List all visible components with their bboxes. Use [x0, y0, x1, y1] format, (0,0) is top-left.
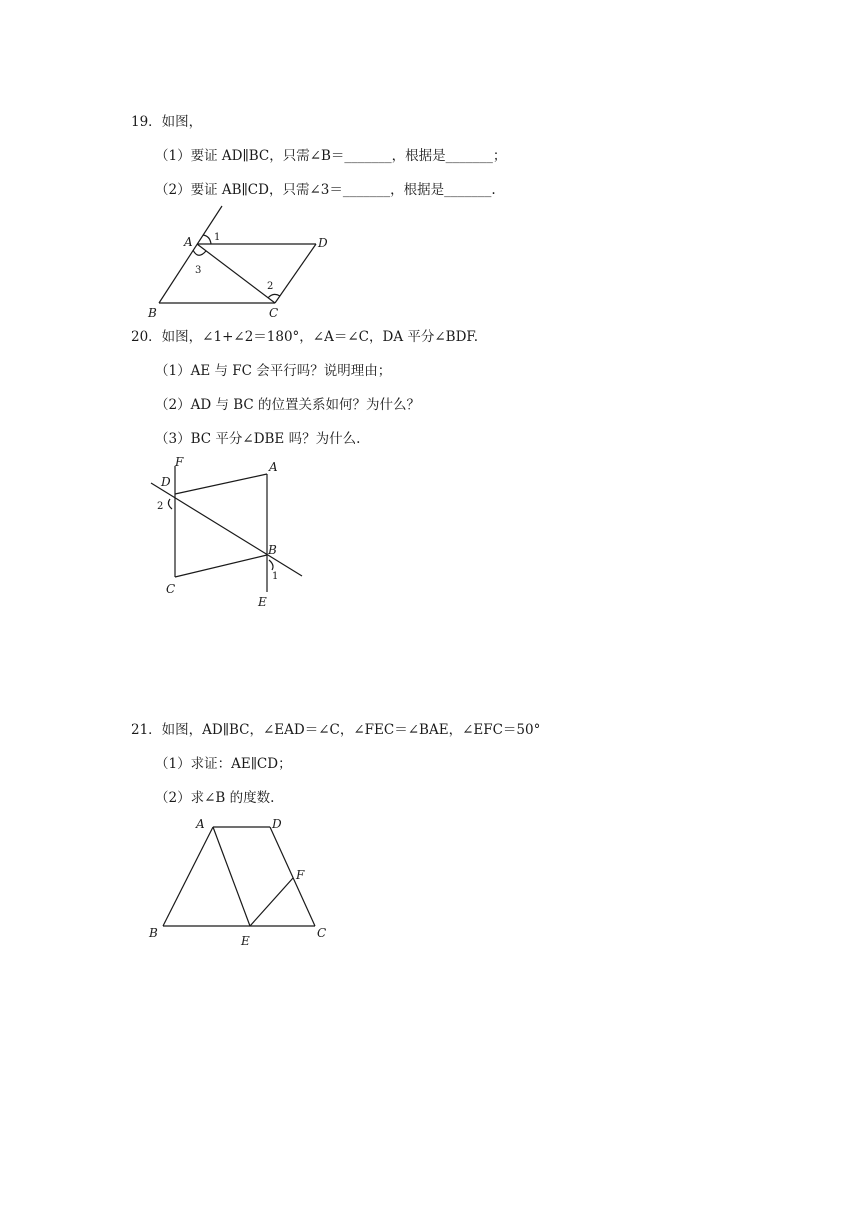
q21-line-ab — [163, 827, 213, 926]
q19-label-a: A — [184, 235, 193, 249]
q21-line-ae — [213, 827, 250, 926]
q21-label-d: D — [272, 817, 282, 831]
q19-figure — [140, 200, 340, 322]
q19-angle3-arc — [193, 250, 206, 255]
q21-label-e: E — [241, 934, 250, 948]
q20-label-b: B — [268, 543, 277, 557]
q21-part1: （1）求证：AE∥CD； — [155, 756, 292, 772]
q20-label-1: 1 — [272, 571, 279, 582]
q21-label-b: B — [149, 926, 158, 940]
q20-label-2: 2 — [157, 501, 164, 512]
q20-part1: （1）AE 与 FC 会平行吗？说明理由； — [155, 363, 392, 379]
q20-label-d: D — [161, 475, 171, 489]
q21-label-c: C — [317, 926, 327, 940]
q19-label-1: 1 — [214, 232, 221, 243]
q19-part2: （2）要证 AB∥CD，只需∠3＝_______，根据是_______. — [155, 182, 496, 198]
q19-label-c: C — [269, 306, 279, 320]
q19-label-d: D — [318, 236, 328, 250]
q21-stem: 21．如图，AD∥BC，∠EAD＝∠C，∠FEC＝∠BAE，∠EFC＝50° — [131, 722, 541, 738]
q21-line-ef — [250, 878, 293, 926]
q20-label-f: F — [175, 455, 184, 469]
q19-stem: 19．如图， — [131, 114, 203, 130]
q20-label-e: E — [258, 595, 267, 609]
q20-angle1-arc — [269, 560, 273, 570]
q20-stem: 20．如图，∠1+∠2＝180°，∠A＝∠C，DA 平分∠BDF. — [131, 329, 478, 345]
q21-label-f: F — [296, 868, 305, 882]
q20-angle2-arc — [168, 499, 172, 509]
q20-line-da — [175, 474, 267, 494]
q19-label-3: 3 — [195, 265, 202, 276]
q21-line-dc — [270, 827, 315, 926]
q19-part1: （1）要证 AD∥BC，只需∠B＝_______，根据是_______； — [155, 148, 507, 164]
q19-line-ac — [197, 244, 275, 303]
q19-label-2: 2 — [267, 281, 274, 292]
q21-label-a: A — [196, 817, 205, 831]
q20-label-a: A — [269, 460, 278, 474]
q20-figure — [145, 452, 310, 612]
q21-part2: （2）求∠B 的度数. — [155, 790, 275, 806]
q19-line-b-ext — [159, 206, 222, 303]
q21-figure — [140, 812, 340, 952]
q19-line-cd — [275, 244, 316, 303]
q19-label-b: B — [148, 306, 157, 320]
q20-label-c: C — [166, 582, 176, 596]
q20-line-cb — [175, 555, 267, 577]
q20-part3: （3）BC 平分∠DBE 吗？为什么. — [155, 431, 361, 447]
q19-angle1-arc — [203, 235, 211, 244]
q20-part2: （2）AD 与 BC 的位置关系如何？为什么？ — [155, 397, 421, 413]
q20-line-transversal — [151, 483, 302, 576]
